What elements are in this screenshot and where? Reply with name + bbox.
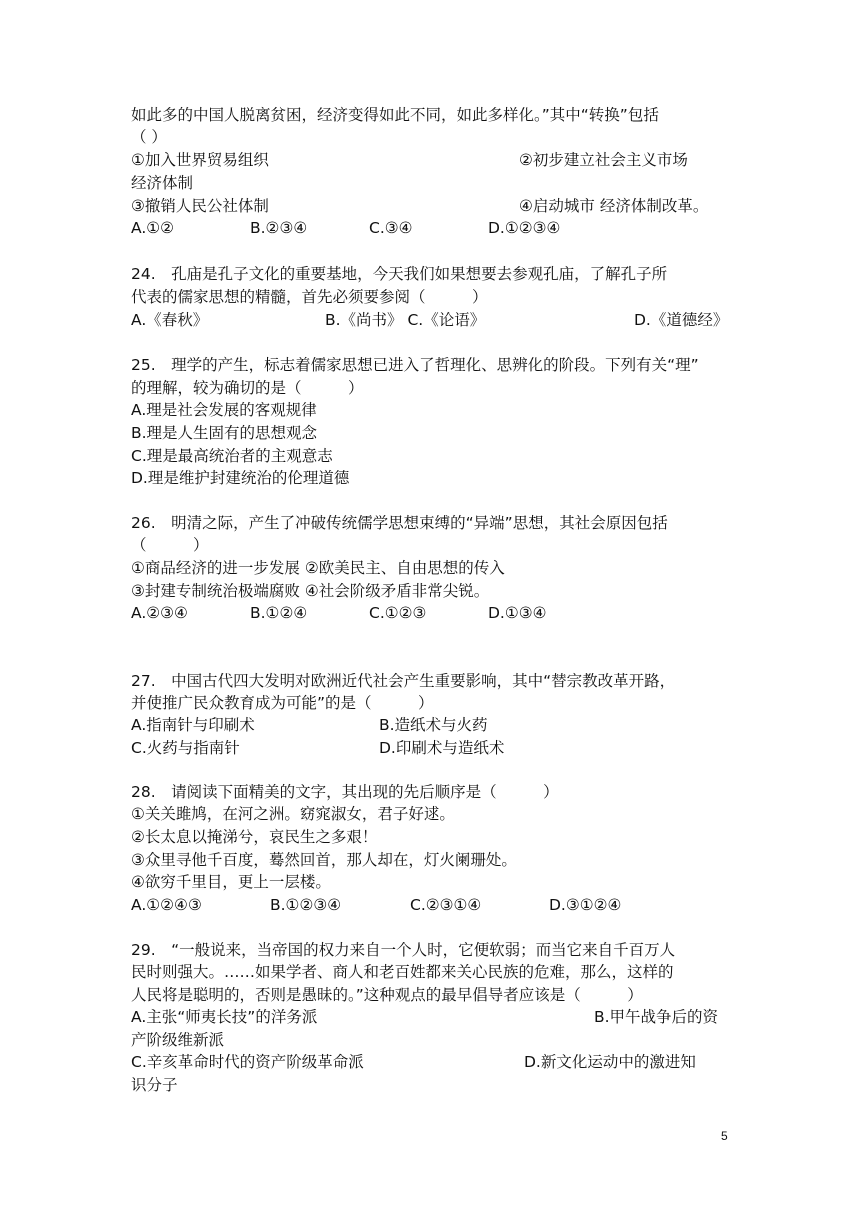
q27-option-b: B.造纸术与火药 [379,716,488,734]
q29-option-c: C.辛亥革命时代的资产阶级革命派 [131,1053,364,1071]
q23-option-d: D.①②③④ [488,219,561,237]
q26-option-d: D.①③④ [488,604,547,622]
q26-items-line1: ①商品经济的进一步发展 ②欧美民主、自由思想的传入 [131,559,505,577]
q29-option-d: D.新文化运动中的激进知 [524,1053,696,1071]
q25-option-b: B.理是人生固有的思想观念 [131,424,318,442]
q23-item-1: ①加入世界贸易组织 [131,151,269,169]
q28-stem-line1: 28. 请阅读下面精美的文字，其出现的先后顺序是（ ） [131,783,559,801]
q24-option-d: D.《道德经》 [634,311,729,329]
q29-option-b-wrap: 产阶级维新派 [131,1031,225,1049]
q27-option-d: D.印刷术与造纸术 [379,739,505,757]
q27-stem-line1: 27. 中国古代四大发明对欧洲近代社会产生重要影响，其中“替宗教改革开路， [131,672,676,690]
q23-item-2: ②初步建立社会主义市场 [519,151,688,169]
q28-option-c: C.②③①④ [410,896,482,914]
q24-stem-line2: 代表的儒家思想的精髓，首先必须要参阅（ ） [131,288,488,306]
q25-option-a: A.理是社会发展的客观规律 [131,401,317,419]
q28-item-4: ④欲穷千里目，更上一层楼。 [131,873,331,891]
q23-item-4: ④启动城市 经济体制改革。 [519,197,709,215]
q23-option-c: C.③④ [369,219,413,237]
q29-option-a: A.主张“师夷长技”的洋务派 [131,1008,318,1026]
q25-stem-line2: 的理解，较为确切的是（ ） [131,379,364,397]
q28-item-3: ③众里寻他千百度，蓦然回首，那人却在，灯火阑珊处。 [131,851,517,869]
q28-item-2: ②长太息以掩涕兮，哀民生之多艰！ [131,828,378,846]
q28-option-b: B.①②③④ [270,896,342,914]
page-number: 5 [721,1129,728,1143]
q27-option-a: A.指南针与印刷术 [131,716,255,734]
q26-items-line2: ③封建专制统治极端腐败 ④社会阶级矛盾非常尖锐。 [131,582,490,600]
q28-item-1: ①关关雎鸠，在河之洲。窈窕淑女，君子好逑。 [131,805,455,823]
q29-stem-line1: 29. “一般说来，当帝国的权力来自一个人时，它便软弱；而当它来自千百万人 [131,941,676,959]
q29-stem-line2: 民时则强大。……如果学者、商人和老百姓都来关心民族的危难，那么，这样的 [131,963,674,981]
q23-stem-line1: 如此多的中国人脱离贫困，经济变得如此不同，如此多样化。”其中“转换”包括 [131,106,659,124]
q25-option-c: C.理是最高统治者的主观意志 [131,447,333,465]
q26-stem-line2: （ ） [131,536,209,554]
q29-stem-line3: 人民将是聪明的，否则是愚昧的。”这种观点的最早倡导者应该是（ ） [131,986,643,1004]
q26-option-b: B.①②④ [250,604,308,622]
q27-option-c: C.火药与指南针 [131,739,240,757]
q24-option-a: A.《春秋》 [131,311,209,329]
q23-item-3: ③撤销人民公社体制 [131,197,269,215]
q28-option-a: A.①②④③ [131,896,202,914]
q24-stem-line1: 24. 孔庙是孔子文化的重要基地，今天我们如果想要去参观孔庙，了解孔子所 [131,265,668,283]
q25-stem-line1: 25. 理学的产生，标志着儒家思想已进入了哲理化、思辨化的阶段。下列有关“理” [131,356,699,374]
q28-option-d: D.③①②④ [549,896,622,914]
q29-option-b: B.甲午战争后的资 [594,1008,719,1026]
q23-stem-line2: （ ） [131,128,167,146]
q29-option-d-wrap: 识分子 [131,1076,178,1094]
q26-option-a: A.②③④ [131,604,188,622]
q23-option-b: B.②③④ [250,219,308,237]
q26-option-c: C.①②③ [369,604,427,622]
q27-stem-line2: 并使推广民众教育成为可能”的是（ ） [131,694,434,712]
q24-option-bc: B.《尚书》 C.《论语》 [325,311,486,329]
q26-stem-line1: 26. 明清之际，产生了冲破传统儒学思想束缚的“异端”思想，其社会原因包括 [131,514,668,532]
q23-item-2-wrap: 经济体制 [131,174,194,192]
q25-option-d: D.理是维护封建统治的伦理道德 [131,469,350,487]
q23-option-a: A.①② [131,219,175,237]
